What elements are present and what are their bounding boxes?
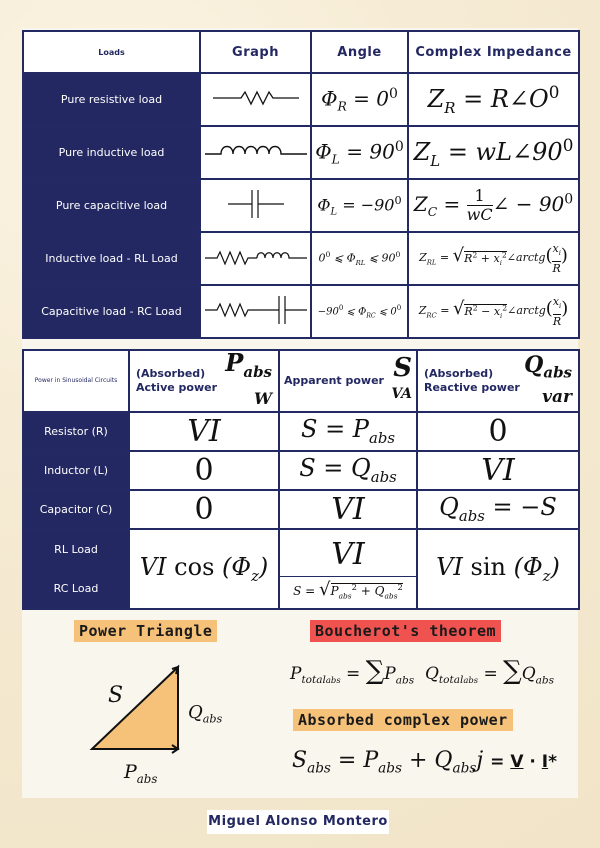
active-combined: VI $\cos (\Phi_z)$	[129, 529, 279, 609]
load-label: Pure inductive load	[23, 126, 200, 179]
rl-load-label: RL Load	[54, 542, 98, 556]
graph-cell	[200, 179, 311, 232]
reactive-power-symbol: Q	[524, 352, 544, 379]
reactive-power-unit: var	[542, 386, 572, 407]
header-apparent-power	[279, 350, 417, 412]
load-label: Inductive load - RL Load	[23, 232, 200, 285]
angle-cell: $0^0$ ⩽ $\Phi_{RL}$ ⩽ $90^0$	[311, 232, 408, 285]
reactive-value: 0	[417, 412, 579, 451]
angle-cell: $\Phi_L = -90^0$	[311, 179, 408, 232]
rl-rc-label	[23, 529, 129, 609]
reactive-value: $Q_{abs} = -S$	[417, 490, 579, 529]
load-label: Pure capacitive load	[23, 179, 200, 232]
reactive-power-label: (Absorbed) Reactive power	[424, 366, 520, 394]
row-label: Resistor (R)	[23, 412, 129, 451]
absorbed-title: Absorbed complex power	[293, 709, 513, 731]
active-power-sub: abs	[243, 362, 272, 381]
graph-cell	[200, 285, 311, 338]
boucherot-title: Boucherot's theorem	[310, 620, 501, 642]
absorbed-equation: $S_{abs} = P_{abs} + Q_{abs}j = V \cdot I*$	[292, 748, 557, 777]
triangle-label-p: $P_{abs}$	[124, 761, 158, 786]
angle-cell: $-90^0$ ⩽ $\Phi_{RC}$ ⩽ $0^0$	[311, 285, 408, 338]
power-triangle-graphic	[80, 655, 190, 765]
apparent-combined-bottom: $S = √P_{abs}^2 + Q_{abs}^2$	[280, 576, 416, 600]
impedance-cell: $Z_C$ = $\frac{1}{wC}$ ∠ − $90^0$	[408, 179, 579, 232]
power-table	[22, 349, 580, 610]
header-angle: Angle	[311, 31, 408, 73]
load-label: Pure resistive load	[23, 73, 200, 126]
apparent-value: $S = Q_{abs}$	[279, 451, 417, 490]
table2-corner: Power in Sinusoidal Circuits	[23, 350, 129, 412]
resistor-icon	[211, 88, 301, 108]
load-table	[22, 30, 580, 339]
apparent-value: VI	[279, 490, 417, 529]
header-impedance: Complex Impedance	[408, 31, 579, 73]
reactive-combined: VI $\sin (\Phi_z)$	[417, 529, 579, 609]
header-reactive-power	[417, 350, 579, 412]
capacitor-icon	[226, 184, 286, 224]
active-power-label: (Absorbed) Active power	[136, 366, 218, 394]
active-power-unit: W	[254, 388, 272, 408]
graph-cell	[200, 232, 311, 285]
apparent-power-symbol: S	[393, 352, 412, 383]
triangle-label-q: $Q_{abs}$	[188, 702, 223, 726]
impedance-cell: $Z_{RL} = √R^2$ + $x_i^2\angle arctg$( $\frac{x_i}{R}$ )	[408, 232, 579, 285]
active-value: VI	[129, 412, 279, 451]
row-label: Capacitor (C)	[23, 490, 129, 529]
graph-cell	[200, 126, 311, 179]
reactive-value: VI	[417, 451, 579, 490]
row-label: Inductor (L)	[23, 451, 129, 490]
angle-cell: $\Phi_L = 90^0$	[311, 126, 408, 179]
triangle-label-s: S	[108, 683, 124, 708]
impedance-cell: $Z_R$ = $R\angle O^0$	[408, 73, 579, 126]
header-graph: Graph	[200, 31, 311, 73]
rc-load-label: RC Load	[53, 581, 99, 595]
rl-circuit-icon	[203, 246, 309, 268]
rc-circuit-icon	[203, 290, 309, 330]
apparent-combined-top: VI	[331, 537, 365, 573]
apparent-value: $S = P_{abs}$	[279, 412, 417, 451]
apparent-power-unit: VA	[391, 385, 412, 402]
impedance-cell: $Z_{RC} = √R^2$ − $x_i^2\angle arctg$( $\frac{x_i}{R}$ )	[408, 285, 579, 338]
active-value: 0	[129, 490, 279, 529]
active-value: 0	[129, 451, 279, 490]
impedance-cell: $Z_L$ = $wL\angle 90^0$	[408, 126, 579, 179]
boucherot-equations: $P_{totalabs} = \sum P_{abs}$ $Q_{totalabs} = \sum Q_{abs}$	[290, 656, 555, 687]
inductor-icon	[203, 140, 309, 162]
apparent-power-label: Apparent power	[284, 373, 384, 387]
author-name: Miguel Alonso Montero	[207, 810, 389, 834]
graph-cell	[200, 73, 311, 126]
header-active-power	[129, 350, 279, 412]
active-power-symbol: P	[225, 348, 244, 377]
header-loads: Loads	[23, 31, 200, 73]
angle-cell: $\Phi_R = 0^0$	[311, 73, 408, 126]
apparent-combined	[279, 529, 417, 609]
load-label: Capacitive load - RC Load	[23, 285, 200, 338]
power-triangle-title: Power Triangle	[74, 620, 217, 642]
reactive-power-sub: abs	[543, 363, 572, 382]
